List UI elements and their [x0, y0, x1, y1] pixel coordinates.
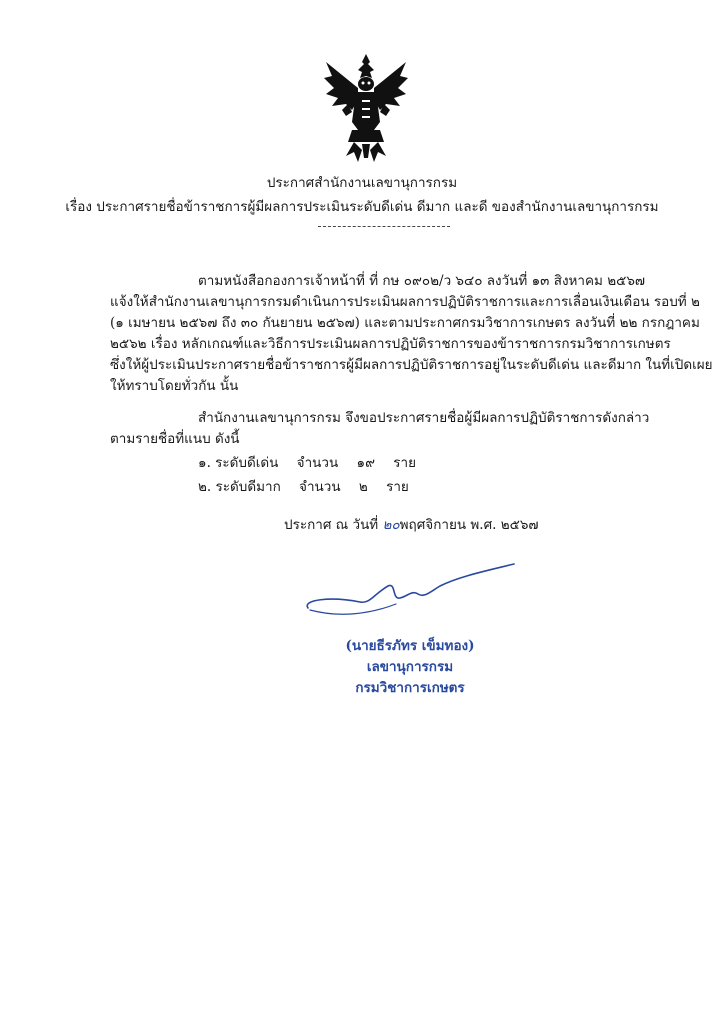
item-label: ๑. ระดับดีเด่น	[198, 455, 279, 471]
signature-icon	[300, 556, 520, 626]
item-count-label: จำนวน	[299, 479, 341, 495]
item-unit: ราย	[386, 479, 409, 495]
announcement-title: ประกาศสำนักงานเลขานุการกรม	[266, 175, 458, 191]
item-count: ๒	[358, 479, 368, 495]
announcement-subject: เรื่อง ประกาศรายชื่อข้าราชการผู้มีผลการประเมินระดับดีเด่น ดีมาก และดี ของสำนักงานเลขานุการกรม	[65, 199, 659, 215]
item-label: ๒. ระดับดีมาก	[198, 479, 281, 495]
signatory-department: กรมวิชาการเกษตร	[355, 680, 465, 696]
paragraph2-line: ตามรายชื่อที่แนบ ดังนี้	[110, 431, 240, 447]
item-unit: ราย	[393, 455, 417, 471]
paragraph1-line: ให้ทราบโดยทั่วกัน นั้น	[110, 378, 239, 394]
paragraph1-line: ซึ่งให้ผู้ประเมินประกาศรายชื่อข้าราชการผู้มีผลการปฏิบัติราชการอยู่ในระดับดีเด่น และดีมาก ในที่เปิดเผย	[110, 357, 713, 373]
paragraph1-line: แจ้งให้สำนักงานเลขานุการกรมดำเนินการประเมินผลการปฏิบัติราชการและการเลื่อนเงินเดือน รอบที่ ๒	[110, 294, 700, 310]
paragraph1-line: ตามหนังสือกองการเจ้าหน้าที่ ที่ กษ ๐๙๐๒/ว ๖๔๐ ลงวันที่ ๑๓ สิงหาคม ๒๕๖๗	[198, 273, 646, 289]
item-count: ๑๙	[356, 455, 375, 471]
garuda-emblem-icon	[322, 52, 410, 164]
date-prefix: ประกาศ ณ วันที่	[284, 517, 379, 533]
title-divider	[318, 226, 450, 227]
list-item	[198, 475, 409, 497]
date-month-year: พฤศจิกายน พ.ศ. ๒๕๖๗	[399, 517, 539, 533]
announcement-date	[284, 513, 539, 535]
paragraph1-line: ๒๕๖๒ เรื่อง หลักเกณฑ์และวิธีการประเมินผลการปฏิบัติราชการของข้าราชการกรมวิชาการเกษตร	[110, 336, 671, 352]
paragraph1-line: (๑ เมษายน ๒๕๖๗ ถึง ๓๐ กันยายน ๒๕๖๗) และตามประกาศกรมวิชาการเกษตร ลงวันที่ ๒๒ กรกฎาคม	[110, 315, 700, 331]
item-count-label: จำนวน	[296, 455, 339, 471]
signatory-position: เลขานุการกรม	[366, 659, 454, 675]
signatory-name: (นายธีรภัทร เข็มทอง)	[345, 638, 475, 654]
list-item	[198, 451, 416, 473]
date-day: ๒๐	[382, 517, 400, 533]
paragraph2-line: สำนักงานเลขานุการกรม จึงขอประกาศรายชื่อผู้มีผลการปฏิบัติราชการดังกล่าว	[198, 410, 650, 426]
